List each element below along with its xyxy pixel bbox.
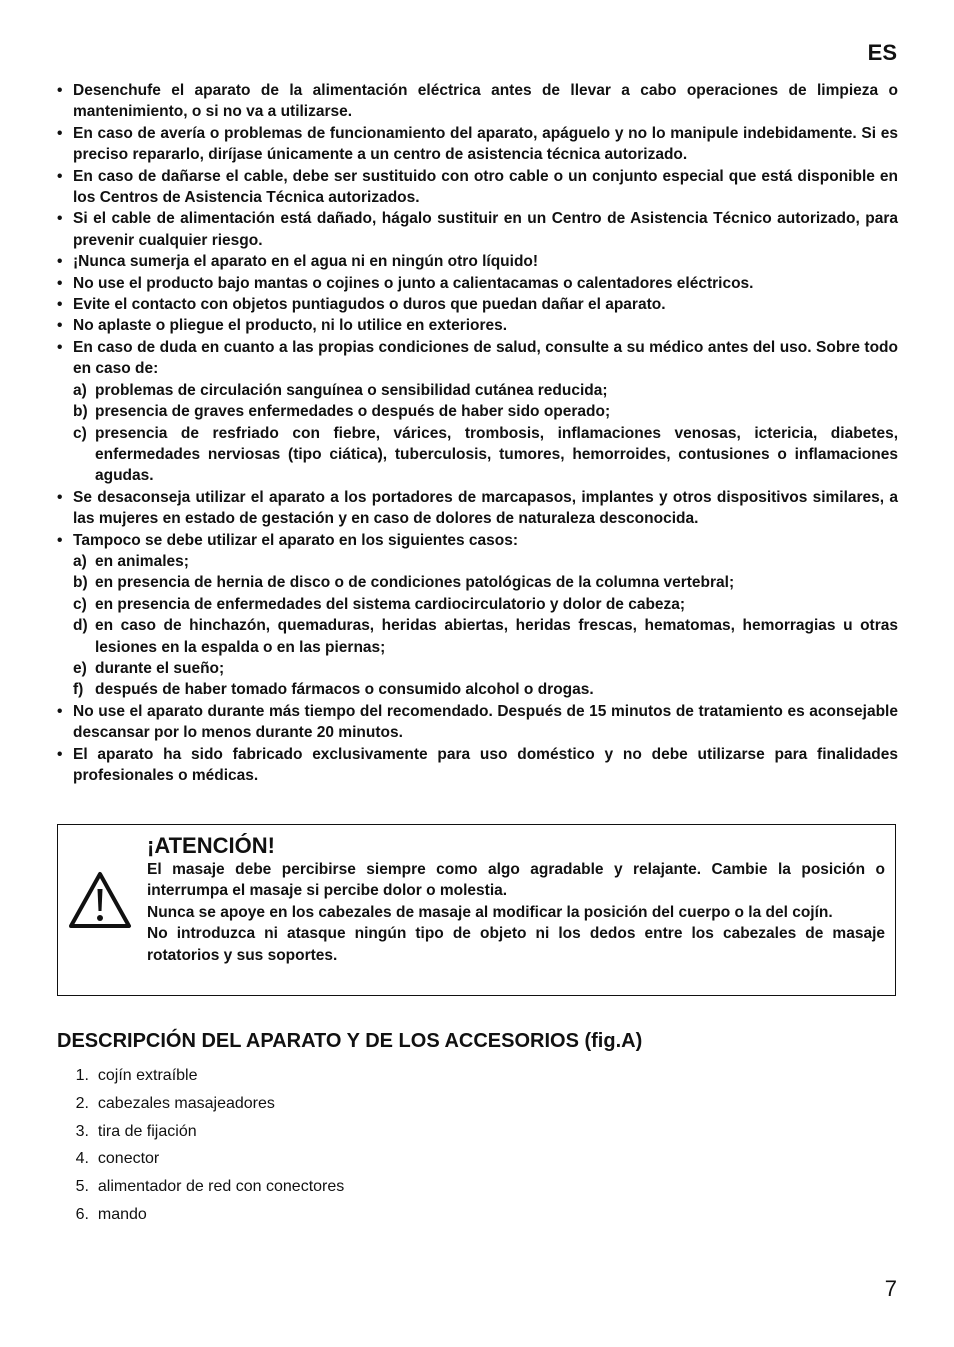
- item-number: 4.: [75, 1150, 89, 1168]
- bullet-item: [57, 123, 898, 166]
- warning-paragraph: Nunca se apoye en los cabezales de masaje al modificar la posición del cuerpo o la del cojín.: [147, 903, 833, 921]
- bullet-text: No use el aparato durante más tiempo del recomendado. Después de 15 minutos de tratamiento es aconsejable descansar por lo menos durante 20 minutos.: [73, 702, 898, 742]
- item-number: 6.: [75, 1205, 89, 1223]
- bullet-text: En caso de dañarse el cable, debe ser sustituido con otro cable o un conjunto especial que está disponible en los Centros de Asistencia Técnica autorizados.: [73, 167, 898, 207]
- bullet-text: ¡Nunca sumerja el aparato en el agua ni en ningún otro líquido!: [73, 253, 539, 271]
- item-number: 3.: [75, 1122, 89, 1140]
- list-item-label: a): [73, 552, 87, 570]
- list-item-label: e): [73, 659, 87, 677]
- list-item-label: b): [73, 574, 88, 592]
- list-item: [73, 551, 898, 572]
- list-item-text: después de haber tomado fármacos o consumido alcohol o drogas.: [95, 681, 594, 699]
- item-text: mando: [97, 1205, 147, 1223]
- accessories-list: [57, 1062, 344, 1229]
- list-item: [73, 615, 898, 658]
- health-conditions-list: [73, 380, 898, 487]
- item-text: cojín extraíble: [97, 1067, 198, 1084]
- list-item-text: en animales;: [95, 552, 189, 570]
- bullet-item: [57, 208, 898, 251]
- list-item-label: c): [73, 595, 87, 613]
- bullet-text: Tampoco se debe utilizar el aparato en los siguientes casos:: [73, 531, 519, 549]
- bullet-item: [57, 530, 898, 701]
- list-item-label: a): [73, 381, 87, 399]
- list-item-text: en caso de hinchazón, quemaduras, heridas abiertas, heridas frescas, hematomas, hemorragias u otras lesiones en la espalda o en las piernas;: [95, 617, 898, 656]
- warning-content: [147, 833, 885, 966]
- bullet-item: [57, 294, 898, 315]
- list-item: [73, 679, 898, 700]
- list-item-text: durante el sueño;: [95, 659, 225, 677]
- other-cases-list: [73, 551, 898, 701]
- warning-box: [57, 824, 896, 996]
- item-text: cabezales masajeadores: [97, 1094, 275, 1112]
- bullet-text: No aplaste o pliegue el producto, ni lo utilice en exteriores.: [73, 317, 508, 335]
- item-text: tira de fijación: [97, 1122, 197, 1140]
- item-text: conector: [97, 1150, 160, 1168]
- warning-triangle-icon: [68, 871, 132, 929]
- bullet-text: En caso de avería o problemas de funcionamiento del aparato, apáguelo y no lo manipule indebidamente. Si es preciso repararlo, diríjase únicamente a un centro de asistencia técnica autorizado.: [73, 124, 898, 164]
- list-item-label: b): [73, 403, 88, 421]
- bullet-item: [57, 315, 898, 336]
- list-item: [57, 1062, 344, 1090]
- list-item-label: d): [73, 617, 88, 635]
- list-item: [73, 401, 898, 422]
- list-item-label: c): [73, 424, 87, 442]
- list-item: [57, 1118, 344, 1146]
- list-item: [57, 1090, 344, 1118]
- warning-paragraph: El masaje debe percibirse siempre como algo agradable y relajante. Cambie la posición o interrumpa el masaje si percibe dolor o molestia.: [147, 861, 885, 900]
- list-item-text: presencia de resfriado con fiebre, várices, trombosis, inflamaciones venosas, ictericia, diabetes, enfermedades nerviosas (tipo ciática), tuberculosis, tumores, hemorroides, contusiones o inflamaciones agudas.: [95, 424, 898, 485]
- list-item-label: f): [73, 681, 84, 699]
- item-number: 2.: [75, 1094, 89, 1112]
- bullet-text: Desenchufe el aparato de la alimentación eléctrica antes de llevar a cabo operaciones de limpieza o mantenimiento, o si no va a utilizarse.: [73, 82, 898, 121]
- safety-bullet-list: [57, 80, 898, 786]
- list-item-text: presencia de graves enfermedades o después de haber sido operado;: [95, 403, 611, 421]
- section-title: DESCRIPCIÓN DEL APARATO Y DE LOS ACCESORIOS (fig.A): [57, 1030, 643, 1052]
- list-item: [57, 1173, 344, 1201]
- safety-instructions: [57, 80, 898, 786]
- warning-paragraph: No introduzca ni atasque ningún tipo de objeto ni los dedos entre los cabezales de masaje rotatorios y sus soportes.: [147, 925, 885, 964]
- bullet-item: [57, 273, 898, 294]
- bullet-item: [57, 487, 898, 530]
- bullet-text: Se desaconseja utilizar el aparato a los portadores de marcapasos, implantes y otros dispositivos similares, a las mujeres en estado de gestación y en caso de dolores de naturaleza desconocida.: [73, 488, 898, 528]
- bullet-item: [57, 166, 898, 209]
- warning-title: ¡ATENCIÓN!: [147, 833, 275, 858]
- page-number: 7: [884, 1276, 897, 1301]
- bullet-text: Si el cable de alimentación está dañado, hágalo sustituir en un Centro de Asistencia Técnico autorizado, para prevenir cualquier riesgo.: [73, 210, 898, 249]
- bullet-item: [57, 251, 898, 272]
- list-item: [57, 1145, 344, 1173]
- list-item-text: en presencia de enfermedades del sistema cardiocirculatorio y dolor de cabeza;: [95, 595, 686, 613]
- bullet-text: En caso de duda en cuanto a las propias condiciones de salud, consulte a su médico antes del uso. Sobre todo en caso de:: [73, 338, 898, 378]
- bullet-item: [57, 337, 898, 487]
- bullet-text: Evite el contacto con objetos puntiagudos o duros que puedan dañar el aparato.: [73, 296, 666, 314]
- bullet-item: [57, 744, 898, 787]
- list-item-text: en presencia de hernia de disco o de condiciones patológicas de la columna vertebral;: [95, 574, 735, 592]
- bullet-text: No use el producto bajo mantas o cojines o junto a calientacamas o calentadores eléctricos.: [73, 274, 754, 292]
- item-text: alimentador de red con conectores: [97, 1178, 345, 1196]
- bullet-text: El aparato ha sido fabricado exclusivamente para uso doméstico y no debe utilizarse para finalidades profesionales o médicas.: [73, 745, 898, 784]
- list-item: [73, 594, 898, 615]
- list-item: [73, 658, 898, 679]
- bullet-item: [57, 80, 898, 123]
- item-number: 1.: [75, 1067, 89, 1084]
- list-item: [73, 423, 898, 487]
- list-item: [57, 1201, 344, 1229]
- language-code: ES: [867, 40, 897, 65]
- item-number: 5.: [75, 1178, 89, 1196]
- list-item-text: problemas de circulación sanguínea o sensibilidad cutánea reducida;: [95, 381, 608, 399]
- list-item: [73, 572, 898, 593]
- list-item: [73, 380, 898, 401]
- bullet-item: [57, 701, 898, 744]
